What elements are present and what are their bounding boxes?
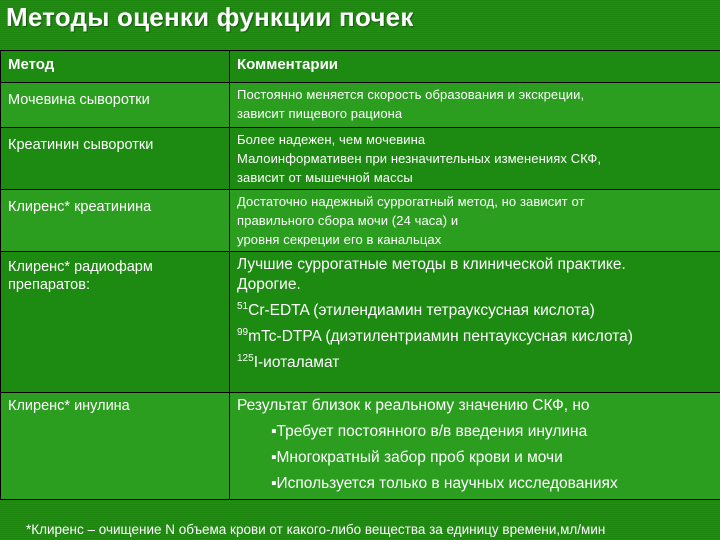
page-title: Методы оценки функции почек xyxy=(6,2,414,32)
method-cell: Креатинин сыворотки xyxy=(8,137,154,153)
bullet-icon: ▪ xyxy=(271,475,277,492)
bullet-item xyxy=(237,445,714,471)
bullet-text: Многократный забор проб крови и мочи xyxy=(276,449,563,466)
comment-cell xyxy=(230,190,720,252)
comment-cell xyxy=(230,83,720,128)
isotope-line xyxy=(237,324,714,350)
table-row xyxy=(1,128,720,190)
bullet-item xyxy=(237,419,714,445)
bullet-text: Требует постоянного в/в введения инулина xyxy=(276,423,588,440)
method-line: препаратов: xyxy=(8,277,90,293)
comment-line: Достаточно надежный суррогатный метод, но зависит от xyxy=(237,194,585,209)
bullet-text: Используется только в научных исследованиях xyxy=(276,475,618,492)
table-row xyxy=(1,393,720,500)
method-cell: Мочевина сыворотки xyxy=(8,92,150,108)
isotope-mass: 125 xyxy=(237,353,254,364)
isotope-mass: 51 xyxy=(237,301,249,312)
bullet-icon: ▪ xyxy=(271,449,277,466)
header-comments: Комментарии xyxy=(230,51,720,83)
comment-cell xyxy=(230,252,720,393)
comment-line: Дорогие. xyxy=(237,276,301,293)
method-line: Клиренс* радиофарм xyxy=(8,259,153,275)
isotope-text: I-иоталамат xyxy=(253,354,340,371)
comment-cell xyxy=(230,128,720,190)
isotope-mass: 99 xyxy=(237,327,249,338)
comment-line: зависит пищевого рациона xyxy=(237,106,403,121)
bullet-item xyxy=(237,471,714,497)
table-row xyxy=(1,83,720,128)
isotope-line xyxy=(237,298,714,324)
header-method: Метод xyxy=(1,51,230,83)
table-row xyxy=(1,252,720,393)
comment-line: Постоянно меняется скорость образования и экскреции, xyxy=(237,87,585,102)
method-cell: Клиренс* креатинина xyxy=(8,199,152,215)
comment-line: уровня секреции его в канальцах xyxy=(237,232,442,247)
comment-line: Результат близок к реальному значению СКФ, но xyxy=(237,397,590,414)
isotope-text: Cr-EDTA (этилендиамин тетрауксусная кислота) xyxy=(248,302,595,319)
comment-line: Лучшие суррогатные методы в клинической практике. xyxy=(237,256,626,273)
bullet-icon: ▪ xyxy=(271,423,277,440)
footnote: *Клиренс – очищение N объема крови от какого-либо вещества за единицу времени,мл/мин xyxy=(26,522,606,537)
comment-line: Более надежен, чем мочевина xyxy=(237,132,426,147)
method-cell: Клиренс* инулина xyxy=(8,398,130,414)
table-header-row xyxy=(1,51,720,83)
comment-line: Малоинформативен при незначительных изменениях СКФ, xyxy=(237,151,602,166)
kidney-methods-table xyxy=(0,50,720,500)
comment-line: правильного сбора мочи (24 часа) и xyxy=(237,213,459,228)
comment-cell xyxy=(230,393,720,500)
method-cell xyxy=(1,252,230,393)
isotope-line xyxy=(237,350,714,376)
isotope-text: mTc-DTPA (диэтилентриамин пентауксусная кислота) xyxy=(248,328,633,345)
comment-line: зависит от мышечной массы xyxy=(237,170,413,185)
table-row xyxy=(1,190,720,252)
